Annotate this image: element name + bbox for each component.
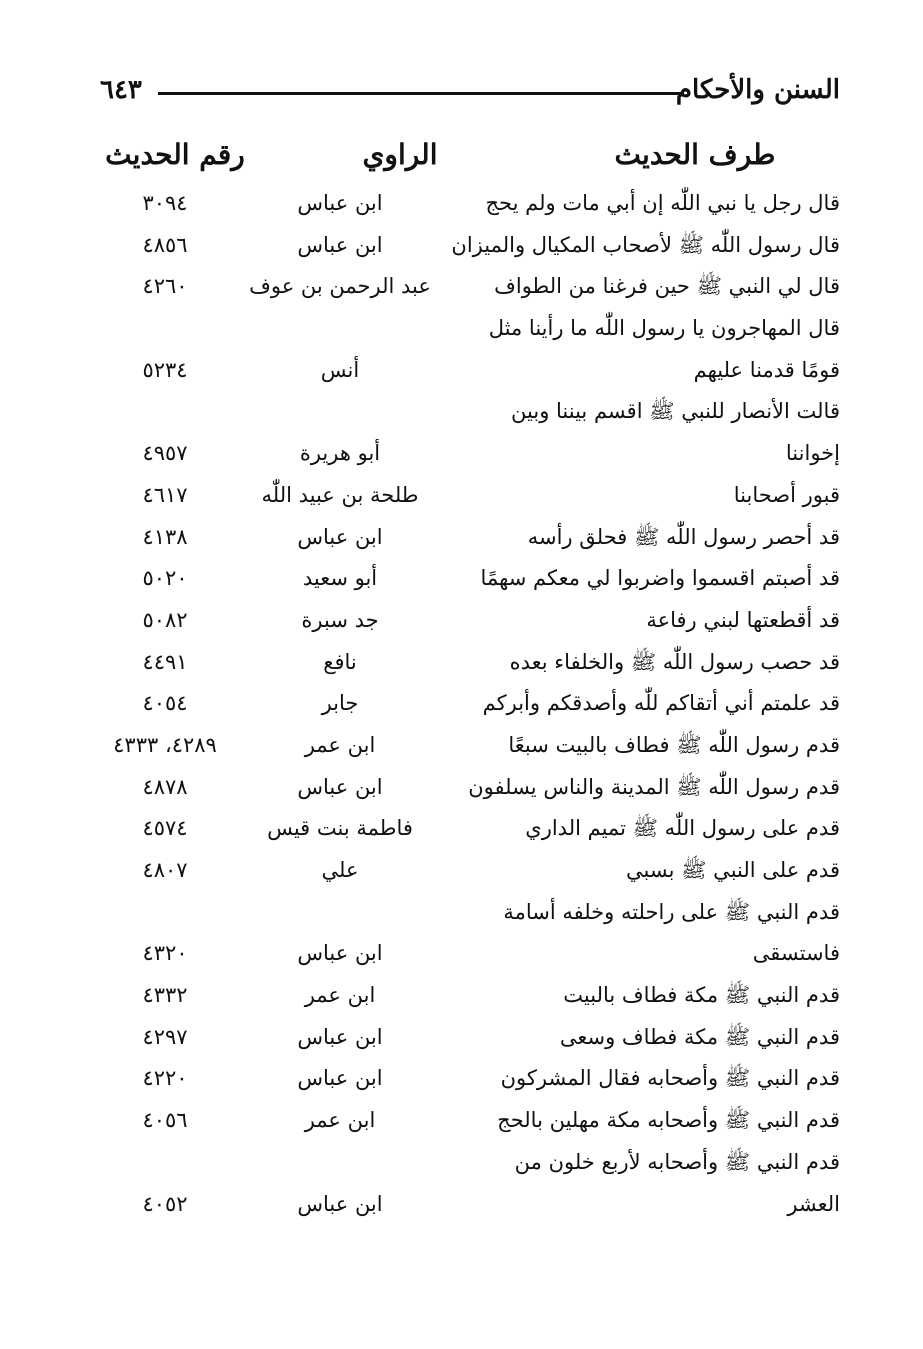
table-row [100, 183, 840, 225]
narrator-cell: أبو سعيد [302, 566, 378, 591]
hadith-cell: قال لي النبي ﷺ حين فرغنا من الطواف [494, 274, 840, 299]
table-row [100, 1058, 840, 1100]
narrator-cell: ابن عباس [297, 774, 383, 799]
hadith-cell: قد حصب رسول اللّٰه ﷺ والخلفاء بعده [509, 649, 840, 674]
narrator-cell: ابن عمر [304, 1108, 376, 1133]
table-row [100, 725, 840, 767]
hadith-cell: قبور أصحابنا [733, 482, 840, 507]
table-row [100, 391, 840, 433]
narrator-cell: ابن عباس [297, 524, 383, 549]
narrator-cell: جد سبرة [301, 607, 379, 632]
hadith-number-cell: ٥٠٨٢ [142, 607, 188, 632]
hadith-number-cell: ٤٦١٧ [142, 482, 188, 507]
hadith-cell: قد علمتم أني أتقاكم للّٰه وأصدقكم وأبركم [482, 691, 840, 716]
hadith-cell: فاستسقى [752, 941, 840, 966]
narrator-cell: نافع [323, 649, 357, 674]
table-row [100, 808, 840, 850]
hadith-cell: قد أقطعتها لبني رفاعة [646, 607, 840, 632]
hadith-number-cell: ٥٢٣٤ [142, 357, 188, 382]
table-row [100, 850, 840, 892]
table-row [100, 1184, 840, 1226]
hadith-number-cell: ٤٣٣٢ [142, 983, 188, 1008]
narrator-cell: ابن عباس [297, 1066, 383, 1091]
hadith-cell: قد أحصر رسول اللّٰه ﷺ فحلق رأسه [527, 524, 840, 549]
hadith-cell: قال المهاجرون يا رسول اللّٰه ما رأينا مثل [488, 316, 840, 341]
hadith-cell: قدم النبي ﷺ مكة فطاف بالبيت [563, 983, 840, 1008]
narrator-cell: ابن عمر [304, 983, 376, 1008]
hadith-cell: قدم النبي ﷺ على راحلته وخلفه أسامة [503, 899, 840, 924]
book-title: السنن والأحكام [675, 75, 840, 105]
hadith-cell: قدم رسول اللّٰه ﷺ فطاف بالبيت سبعًا [508, 732, 840, 757]
narrator-cell: عبد الرحمن بن عوف [249, 274, 431, 299]
narrator-cell: ابن عباس [297, 1024, 383, 1049]
narrator-cell: ابن عباس [297, 1191, 383, 1216]
hadith-number-cell: ٣٠٩٤ [142, 191, 188, 215]
column-header-hadith: طرف الحديث [614, 138, 776, 171]
hadith-number-cell: ٤٤٩١ [142, 649, 188, 674]
table-row [100, 266, 840, 308]
table-row [100, 225, 840, 267]
table-row [100, 683, 840, 725]
hadith-cell: قدم النبي ﷺ وأصحابه مكة مهلين بالحج [497, 1108, 840, 1133]
hadith-number-cell: ٤٨٠٧ [142, 858, 188, 882]
narrator-cell: ابن عباس [297, 232, 383, 257]
hadith-number-cell: ٤٣٢٠ [142, 941, 188, 966]
hadith-number-cell: ٤١٣٨ [142, 524, 188, 549]
page-number: ٦٤٣ [100, 75, 142, 105]
hadith-index-table [100, 183, 840, 1225]
hadith-number-cell: ٥٠٢٠ [142, 566, 188, 591]
hadith-cell: قد أصبتم اقسموا واضربوا لي معكم سهمًا [480, 566, 840, 591]
hadith-number-cell: ٤٢٦٠ [142, 274, 188, 299]
narrator-cell: فاطمة بنت قيس [267, 816, 413, 841]
table-row [100, 558, 840, 600]
table-row [100, 308, 840, 350]
hadith-cell: قدم رسول اللّٰه ﷺ المدينة والناس يسلفون [468, 774, 840, 799]
table-row [100, 350, 840, 392]
table-row [100, 892, 840, 934]
hadith-cell: قدم النبي ﷺ وأصحابه فقال المشركون [500, 1066, 840, 1091]
hadith-number-cell: ٤٢٢٠ [142, 1066, 188, 1091]
table-row [100, 600, 840, 642]
narrator-cell: ابن عباس [297, 191, 383, 215]
hadith-cell: قدم على رسول اللّٰه ﷺ تميم الداري [525, 816, 840, 841]
hadith-cell: قدم النبي ﷺ مكة فطاف وسعى [559, 1024, 840, 1049]
table-row [100, 1017, 840, 1059]
narrator-cell: ابن عمر [304, 732, 376, 757]
column-header-narrator: الراوي [362, 138, 438, 171]
narrator-cell: أنس [320, 357, 360, 382]
narrator-cell: جابر [321, 691, 359, 716]
hadith-cell: قالت الأنصار للنبي ﷺ اقسم بيننا وبين [511, 399, 840, 424]
table-row [100, 933, 840, 975]
hadith-number-cell: ٤٩٥٧ [142, 441, 188, 466]
table-row [100, 1100, 840, 1142]
column-headers [100, 135, 840, 175]
hadith-number-cell: ٤٥٧٤ [142, 816, 188, 841]
hadith-number-cell: ٤٠٥٤ [142, 691, 188, 716]
hadith-number-cell: ٤٠٥٢ [142, 1191, 188, 1216]
running-header [100, 70, 840, 110]
table-row [100, 517, 840, 559]
hadith-cell: قدم على النبي ﷺ بسبي [626, 858, 840, 882]
column-header-number: رقم الحديث [105, 138, 245, 171]
table-row [100, 767, 840, 809]
hadith-cell: العشر [787, 1191, 840, 1216]
hadith-number-cell: ٤٨٥٦ [142, 232, 188, 257]
narrator-cell: علي [321, 858, 359, 882]
table-row [100, 975, 840, 1017]
table-row [100, 1142, 840, 1184]
table-row [100, 475, 840, 517]
hadith-number-cell: ٤٢٨٩، ٤٣٣٣ [113, 732, 217, 757]
table-row [100, 433, 840, 475]
narrator-cell: طلحة بن عبيد اللّٰه [261, 482, 419, 507]
table-row [100, 642, 840, 684]
hadith-number-cell: ٤٨٧٨ [142, 774, 188, 799]
hadith-number-cell: ٤٠٥٦ [142, 1108, 188, 1133]
hadith-cell: قدم النبي ﷺ وأصحابه لأربع خلون من [514, 1149, 840, 1174]
hadith-cell: إخواننا [785, 441, 840, 466]
narrator-cell: ابن عباس [297, 941, 383, 966]
hadith-number-cell: ٤٢٩٧ [142, 1024, 188, 1049]
hadith-cell: قال رسول اللّٰه ﷺ لأصحاب المكيال والميزان [451, 232, 840, 257]
hadith-cell: قال رجل يا نبي اللّٰه إن أبي مات ولم يحج [485, 191, 840, 215]
narrator-cell: أبو هريرة [299, 441, 381, 466]
header-rule [158, 92, 682, 95]
hadith-cell: قومًا قدمنا عليهم [693, 357, 840, 382]
